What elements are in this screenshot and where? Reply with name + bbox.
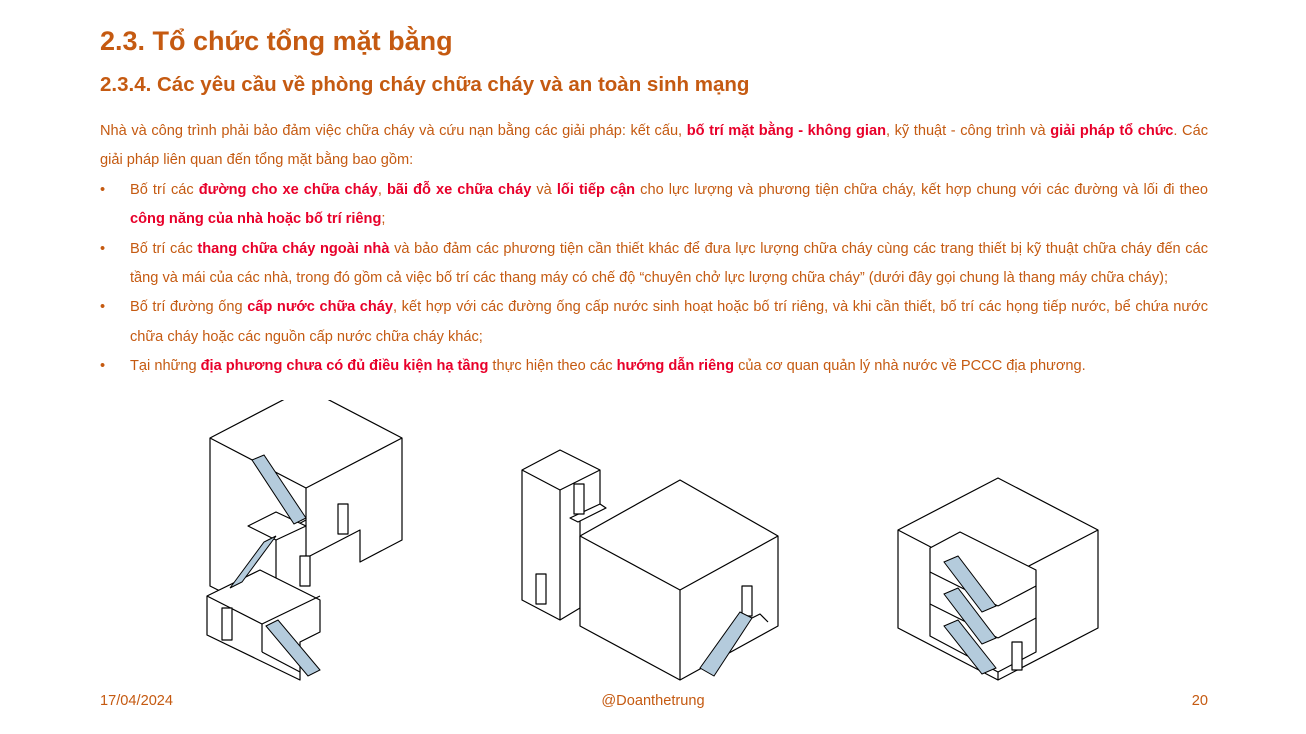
tower-and-block-drawing: [522, 450, 778, 680]
bullet-highlight: thang chữa cháy ngoài nhà: [197, 240, 390, 257]
bullet-text: ,: [377, 181, 387, 198]
bullet-text: thực hiện theo các: [488, 358, 617, 375]
bullet-text: Bố trí đường ống: [130, 299, 248, 316]
bullet-highlight: hướng dẫn riêng: [616, 358, 735, 375]
building-illustrations: [0, 400, 1306, 690]
footer-author: @Doanthetrung: [601, 693, 705, 709]
intro-paragraph: [100, 117, 1208, 176]
bullet-text: ;: [381, 211, 386, 228]
footer-page-number: 20: [1191, 693, 1208, 709]
bullet-highlight: địa phương chưa có đủ điều kiện hạ tầng: [200, 358, 489, 375]
bullet-text: , kết hợp với các đường ống cấp nước sinh hoạt hoặc bố trí riêng, và khi cần thiết, bố trí các họng tiếp nước, bể chứa nước chữa cháy hoặc các nguồn cấp nước chữa cháy khác;: [130, 299, 1208, 345]
slide-body: [100, 117, 1208, 382]
bullet-item-fire-ladders: [100, 235, 1208, 294]
bullet-list: [100, 176, 1208, 382]
intro-highlight-2: giải pháp tổ chức: [1050, 123, 1174, 139]
stepped-building-drawing: [207, 400, 402, 680]
intro-text-3: . Các giải pháp liên quan đến tổng mặt bằng bao gồm:: [100, 123, 1208, 169]
bullet-text: Bố trí các: [130, 181, 199, 198]
bullet-highlight: bãi đỗ xe chữa cháy: [386, 181, 532, 198]
slide-subtitle: 2.3.4. Các yêu cầu về phòng cháy chữa cháy và an toàn sinh mạng: [100, 73, 750, 96]
bullet-text: và: [531, 181, 557, 198]
bullet-text: Tại những: [130, 358, 201, 375]
bullet-item-water-supply: [100, 293, 1208, 352]
bullet-highlight: công năng của nhà hoặc bố trí riêng: [130, 211, 382, 228]
intro-text-2: , kỹ thuật - công trình và: [885, 123, 1051, 139]
bullet-text: cho lực lượng và phương tiện chữa cháy, kết hợp chung với các đường và lối đi theo: [635, 181, 1209, 198]
bullet-highlight: cấp nước chữa cháy: [247, 299, 394, 316]
intro-highlight-1: bố trí mặt bằng - không gian: [686, 123, 886, 139]
intro-text-1: Nhà và công trình phải bảo đảm việc chữa cháy và cứu nạn bằng các giải pháp: kết cấu,: [100, 123, 687, 139]
bullet-item-local-guidance: [100, 352, 1208, 381]
bullet-highlight: lối tiếp cận: [556, 181, 636, 198]
bullet-text: và bảo đảm các phương tiện cần thiết khác để đưa lực lượng chữa cháy cùng các trang thiết bị kỹ thuật chữa cháy đến các tầng và mái của các nhà, trong đó gồm cả việc bố trí các thang máy có chế độ “chuyên chở lực lượng chữa cháy” (dưới đây gọi chung là thang máy chữa cháy);: [130, 240, 1209, 287]
footer-date: 17/04/2024: [100, 693, 174, 709]
slide-title: 2.3. Tổ chức tổng mặt bằng: [100, 26, 453, 56]
bullet-highlight: đường cho xe chữa cháy: [198, 181, 378, 198]
bullet-text: của cơ quan quản lý nhà nước về PCCC địa phương.: [734, 358, 1086, 375]
bullet-text: Bố trí các: [130, 240, 198, 257]
bullet-item-fire-roads: [100, 176, 1208, 235]
cube-internal-stair-drawing: [898, 478, 1098, 680]
